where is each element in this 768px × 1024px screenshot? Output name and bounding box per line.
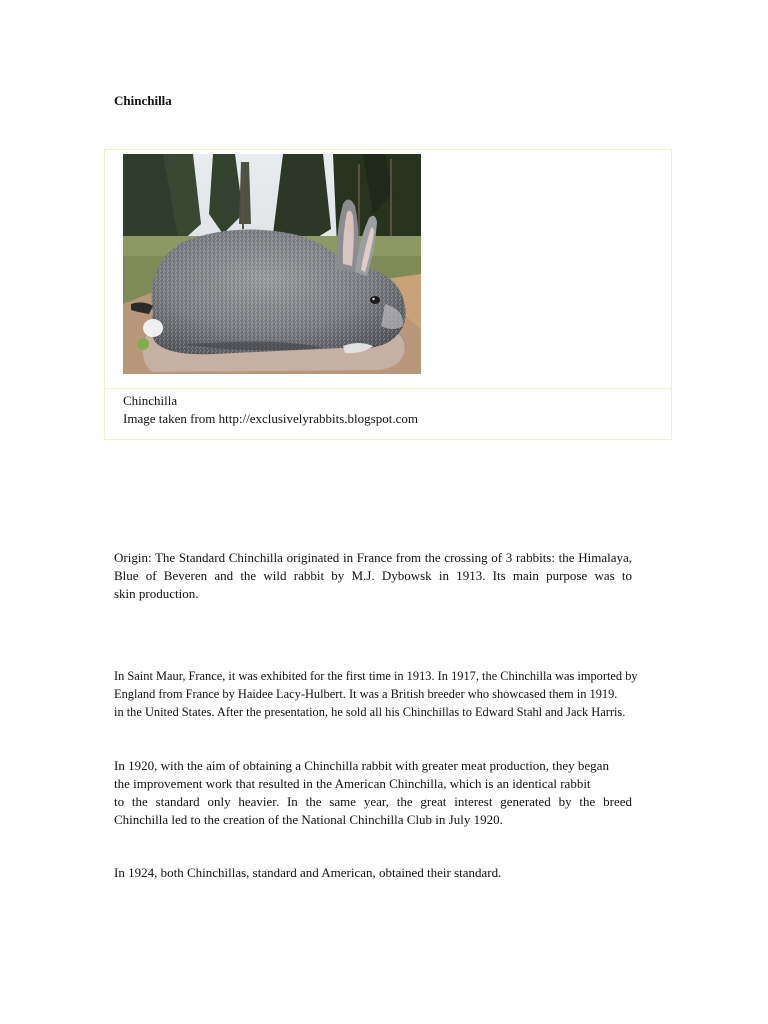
paragraph-line: In 1924, both Chinchillas, standard and American, obtained their standard. bbox=[114, 865, 502, 880]
paragraph-line: Blue of Beveren and the wild rabbit by M.J. Dybowsk in 1913. Its main purpose was to bbox=[114, 568, 632, 583]
paragraph-1924 bbox=[114, 864, 632, 882]
page-title: Chinchilla bbox=[114, 93, 172, 108]
paragraph-1920 bbox=[114, 757, 632, 829]
paragraph-line: in the United States. After the presentation, he sold all his Chinchillas to Edward Stahl and Jack Harris. bbox=[114, 705, 626, 719]
rabbit-photo bbox=[123, 154, 421, 374]
paragraph-line: the improvement work that resulted in the American Chinchilla, which is an identical rabbit bbox=[114, 776, 591, 791]
paragraph-line: Origin: The Standard Chinchilla originated in France from the crossing of 3 rabbits: the Himalaya, bbox=[114, 550, 632, 565]
caption-source: Image taken from http://exclusivelyrabbits.blogspot.com bbox=[123, 411, 418, 426]
figure-divider bbox=[105, 388, 671, 389]
figure-table bbox=[104, 149, 672, 440]
paragraph-line: to the standard only heavier. In the same year, the great interest generated by the breed bbox=[114, 794, 632, 809]
paragraph-line: In Saint Maur, France, it was exhibited for the first time in 1913. In 1917, the Chinchilla was imported by bbox=[114, 669, 638, 683]
caption-title: Chinchilla bbox=[123, 393, 178, 408]
paragraph-origin bbox=[114, 549, 632, 603]
paragraph-saint-maur bbox=[114, 667, 654, 721]
paragraph-line: Chinchilla led to the creation of the National Chinchilla Club in July 1920. bbox=[114, 812, 503, 827]
paragraph-line: skin production. bbox=[114, 586, 199, 601]
paragraph-line: England from France by Haidee Lacy-Hulbert. It was a British breeder who showcased them in 1919. bbox=[114, 687, 618, 701]
paragraph-line: In 1920, with the aim of obtaining a Chinchilla rabbit with greater meat production, they began bbox=[114, 758, 609, 773]
figure-caption bbox=[123, 392, 418, 428]
